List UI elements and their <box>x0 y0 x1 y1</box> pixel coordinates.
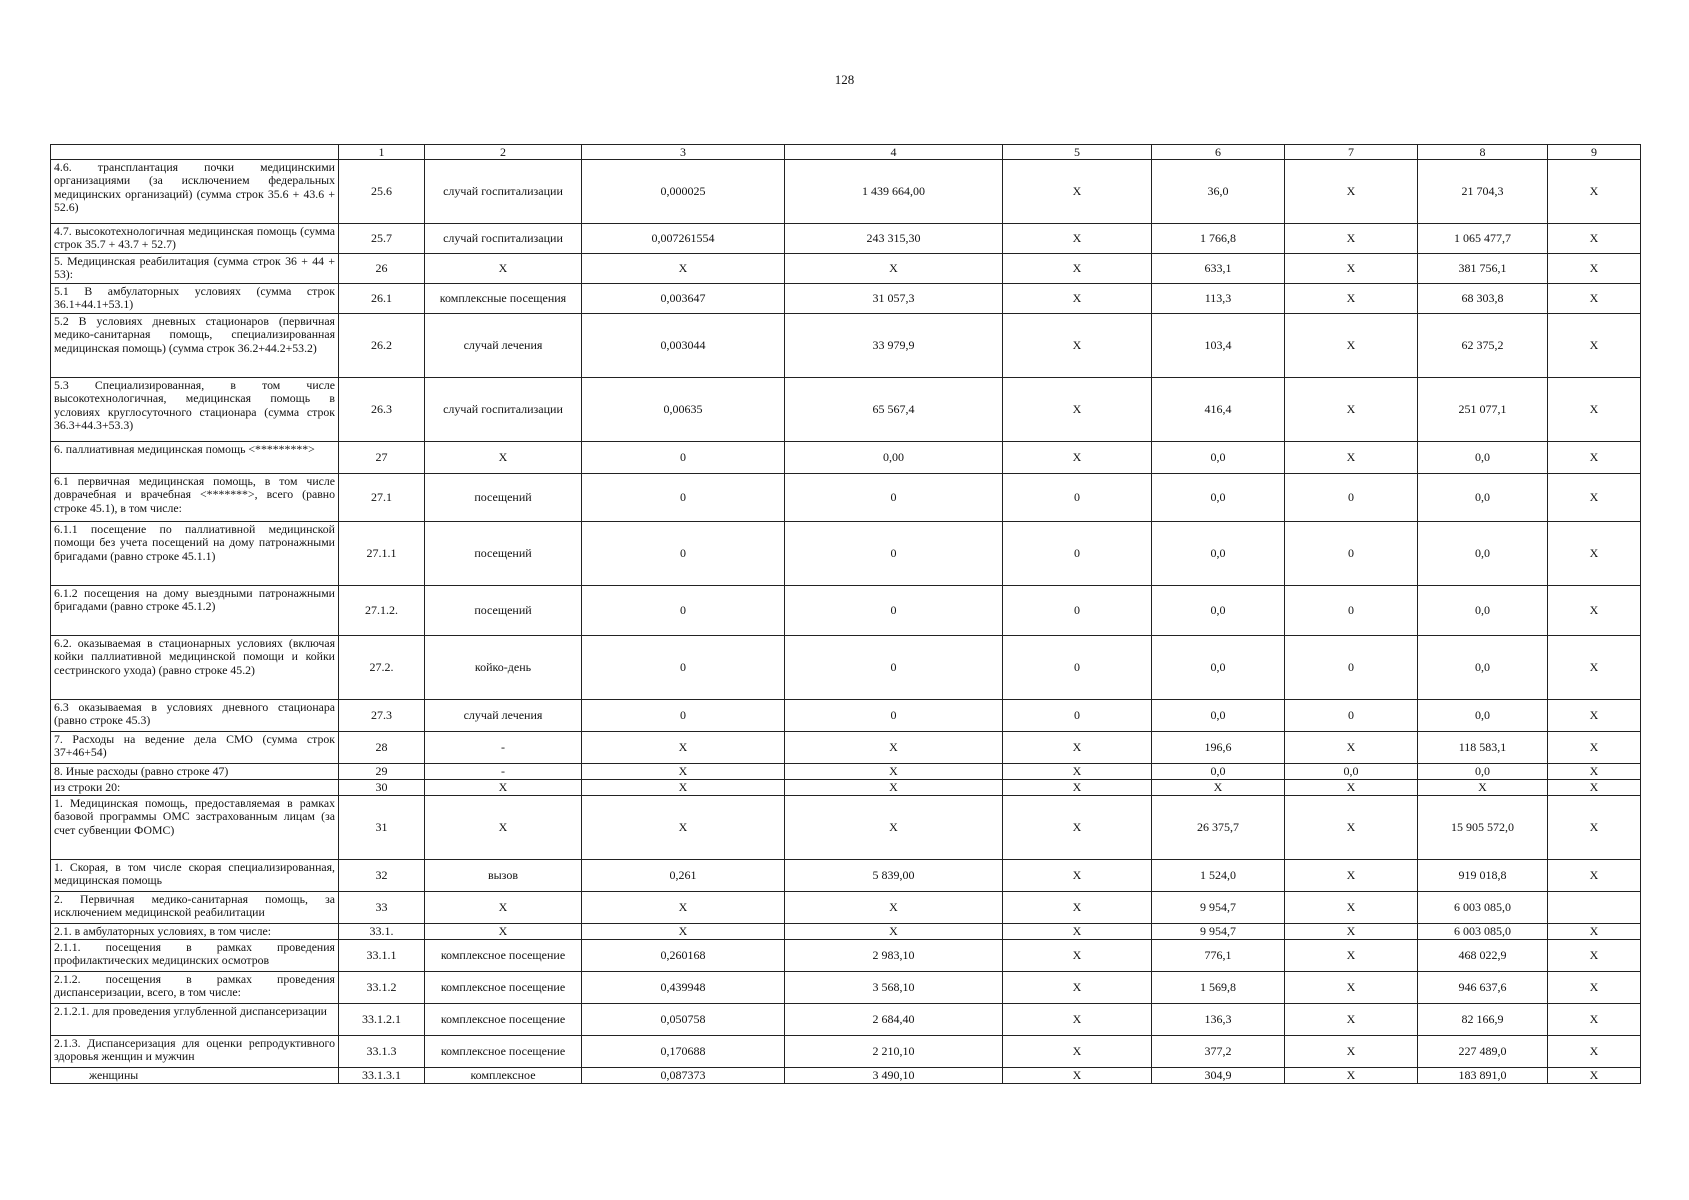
percent-cell: X <box>1548 254 1641 284</box>
percent-cell: X <box>1548 474 1641 522</box>
header-cell: 6 <box>1152 145 1285 160</box>
unit-cell: комплексное посещение <box>425 940 582 972</box>
unit-cell: комплексное <box>425 1068 582 1084</box>
total-budget-cell: 0 <box>1285 586 1418 636</box>
unit-cell: койко-день <box>425 636 582 700</box>
per-capita-budget-cell: X <box>1003 860 1152 892</box>
unit-cell: X <box>425 442 582 474</box>
per-capita-budget-cell: X <box>1003 314 1152 378</box>
standard-cost-cell: 3 568,10 <box>785 972 1003 1004</box>
per-capita-oms-cell: 103,4 <box>1152 314 1285 378</box>
standard-volume-cell: 0,439948 <box>582 972 785 1004</box>
header-cell: 4 <box>785 145 1003 160</box>
unit-cell: случай госпитализации <box>425 160 582 224</box>
total-oms-cell: 0,0 <box>1418 764 1548 780</box>
unit-cell: X <box>425 796 582 860</box>
total-budget-cell: X <box>1285 940 1418 972</box>
total-oms-cell: 946 637,6 <box>1418 972 1548 1004</box>
percent-cell: X <box>1548 780 1641 796</box>
row-code-cell: 30 <box>339 780 425 796</box>
unit-cell: - <box>425 732 582 764</box>
row-description-cell: 4.6. трансплантация почки медицинскими организациями (за исключением федеральных медицинских организаций) (сумма строк 35.6 + 43.6 + 52.6) <box>51 160 339 224</box>
standard-cost-cell: 243 315,30 <box>785 224 1003 254</box>
row-description-cell: 6.1.1 посещение по паллиативной медицинской помощи без учета посещений на дому патронажными бригадами (равно строке 45.1.1) <box>51 522 339 586</box>
percent-cell: X <box>1548 522 1641 586</box>
percent-cell: X <box>1548 732 1641 764</box>
row-code-cell: 26.2 <box>339 314 425 378</box>
header-cell: 8 <box>1418 145 1548 160</box>
unit-cell: комплексные посещения <box>425 284 582 314</box>
row-code-cell: 33.1.1 <box>339 940 425 972</box>
per-capita-oms-cell: 1 524,0 <box>1152 860 1285 892</box>
per-capita-oms-cell: 1 766,8 <box>1152 224 1285 254</box>
unit-cell: - <box>425 764 582 780</box>
standard-cost-cell: 2 983,10 <box>785 940 1003 972</box>
row-code-cell: 29 <box>339 764 425 780</box>
total-oms-cell: 468 022,9 <box>1418 940 1548 972</box>
unit-cell: X <box>425 924 582 940</box>
total-oms-cell: 62 375,2 <box>1418 314 1548 378</box>
total-budget-cell: X <box>1285 796 1418 860</box>
budget-table <box>50 144 1641 1084</box>
total-budget-cell: X <box>1285 1068 1418 1084</box>
total-budget-cell: 0 <box>1285 474 1418 522</box>
percent-cell: X <box>1548 972 1641 1004</box>
per-capita-oms-cell: 36,0 <box>1152 160 1285 224</box>
unit-cell: комплексное посещение <box>425 1004 582 1036</box>
row-code-cell: 33.1.2 <box>339 972 425 1004</box>
row-description-cell: женщины <box>51 1068 339 1084</box>
percent-cell: X <box>1548 940 1641 972</box>
per-capita-budget-cell: X <box>1003 1004 1152 1036</box>
page-number: 128 <box>834 72 855 87</box>
per-capita-budget-cell: X <box>1003 254 1152 284</box>
standard-cost-cell: X <box>785 254 1003 284</box>
percent-cell: X <box>1548 764 1641 780</box>
row-description-cell: 5.2 В условиях дневных стационаров (первичная медико-санитарная помощь, специализированная медицинская помощь) (сумма строк 36.2+44.2+53.2) <box>51 314 339 378</box>
unit-cell: X <box>425 780 582 796</box>
standard-volume-cell: 0 <box>582 700 785 732</box>
row-description-cell: 6.1.2 посещения на дому выездными патронажными бригадами (равно строке 45.1.2) <box>51 586 339 636</box>
row-code-cell: 26.1 <box>339 284 425 314</box>
total-oms-cell: 6 003 085,0 <box>1418 892 1548 924</box>
per-capita-oms-cell: 9 954,7 <box>1152 924 1285 940</box>
table-row <box>51 636 1641 700</box>
percent-cell: X <box>1548 796 1641 860</box>
percent-cell: X <box>1548 924 1641 940</box>
row-description-cell: 6.3 оказываемая в условиях дневного стационара (равно строке 45.3) <box>51 700 339 732</box>
row-code-cell: 33.1.3.1 <box>339 1068 425 1084</box>
header-cell <box>51 145 339 160</box>
unit-cell: вызов <box>425 860 582 892</box>
row-code-cell: 27.1.2. <box>339 586 425 636</box>
total-oms-cell: 251 077,1 <box>1418 378 1548 442</box>
per-capita-budget-cell: 0 <box>1003 636 1152 700</box>
unit-cell: случай госпитализации <box>425 378 582 442</box>
standard-volume-cell: 0,087373 <box>582 1068 785 1084</box>
row-description-cell: 2.1.3. Диспансеризация для оценки репродуктивного здоровья женщин и мужчин <box>51 1036 339 1068</box>
total-oms-cell: 0,0 <box>1418 522 1548 586</box>
per-capita-oms-cell: 304,9 <box>1152 1068 1285 1084</box>
unit-cell: посещений <box>425 586 582 636</box>
standard-cost-cell: X <box>785 764 1003 780</box>
total-budget-cell: X <box>1285 1004 1418 1036</box>
percent-cell: X <box>1548 224 1641 254</box>
unit-cell: комплексное посещение <box>425 1036 582 1068</box>
row-description-cell: 5. Медицинская реабилитация (сумма строк 36 + 44 + 53): <box>51 254 339 284</box>
row-description-cell: 2.1.1. посещения в рамках проведения профилактических медицинских осмотров <box>51 940 339 972</box>
row-description-cell: 2.1. в амбулаторных условиях, в том числе: <box>51 924 339 940</box>
per-capita-oms-cell: X <box>1152 780 1285 796</box>
per-capita-budget-cell: X <box>1003 940 1152 972</box>
unit-cell: случай лечения <box>425 314 582 378</box>
per-capita-budget-cell: 0 <box>1003 586 1152 636</box>
standard-volume-cell: 0,170688 <box>582 1036 785 1068</box>
table-row <box>51 1068 1641 1084</box>
table-body <box>51 145 1641 1084</box>
standard-volume-cell: X <box>582 732 785 764</box>
table-row <box>51 1004 1641 1036</box>
standard-cost-cell: X <box>785 732 1003 764</box>
table-row <box>51 586 1641 636</box>
per-capita-oms-cell: 416,4 <box>1152 378 1285 442</box>
standard-cost-cell: 0 <box>785 636 1003 700</box>
table-row <box>51 284 1641 314</box>
total-oms-cell: 0,0 <box>1418 636 1548 700</box>
row-description-cell: 8. Иные расходы (равно строке 47) <box>51 764 339 780</box>
standard-volume-cell: 0,003044 <box>582 314 785 378</box>
standard-cost-cell: X <box>785 924 1003 940</box>
per-capita-oms-cell: 1 569,8 <box>1152 972 1285 1004</box>
unit-cell: посещений <box>425 522 582 586</box>
total-budget-cell: X <box>1285 160 1418 224</box>
row-description-cell: 1. Скорая, в том числе скорая специализированная, медицинская помощь <box>51 860 339 892</box>
table-row <box>51 732 1641 764</box>
per-capita-budget-cell: X <box>1003 224 1152 254</box>
row-description-cell: 2. Первичная медико-санитарная помощь, за исключением медицинской реабилитации <box>51 892 339 924</box>
row-description-cell: 5.1 В амбулаторных условиях (сумма строк 36.1+44.1+53.1) <box>51 284 339 314</box>
standard-volume-cell: 0,00635 <box>582 378 785 442</box>
standard-cost-cell: 0 <box>785 522 1003 586</box>
per-capita-oms-cell: 0,0 <box>1152 474 1285 522</box>
table-row <box>51 700 1641 732</box>
standard-volume-cell: X <box>582 796 785 860</box>
header-cell: 3 <box>582 145 785 160</box>
percent-cell: X <box>1548 860 1641 892</box>
per-capita-budget-cell: X <box>1003 442 1152 474</box>
standard-cost-cell: 5 839,00 <box>785 860 1003 892</box>
total-budget-cell: X <box>1285 732 1418 764</box>
row-description-cell: 4.7. высокотехнологичная медицинская помощь (сумма строк 35.7 + 43.7 + 52.7) <box>51 224 339 254</box>
standard-cost-cell: 33 979,9 <box>785 314 1003 378</box>
row-code-cell: 27.2. <box>339 636 425 700</box>
standard-volume-cell: 0,261 <box>582 860 785 892</box>
row-code-cell: 25.7 <box>339 224 425 254</box>
total-budget-cell: X <box>1285 284 1418 314</box>
standard-volume-cell: X <box>582 764 785 780</box>
total-budget-cell: X <box>1285 442 1418 474</box>
header-cell: 9 <box>1548 145 1641 160</box>
standard-cost-cell: 3 490,10 <box>785 1068 1003 1084</box>
standard-cost-cell: 2 210,10 <box>785 1036 1003 1068</box>
row-code-cell: 28 <box>339 732 425 764</box>
unit-cell: X <box>425 892 582 924</box>
row-description-cell: 7. Расходы на ведение дела СМО (сумма строк 37+46+54) <box>51 732 339 764</box>
header-cell: 7 <box>1285 145 1418 160</box>
per-capita-oms-cell: 633,1 <box>1152 254 1285 284</box>
per-capita-budget-cell: X <box>1003 284 1152 314</box>
per-capita-budget-cell: 0 <box>1003 522 1152 586</box>
per-capita-budget-cell: X <box>1003 1068 1152 1084</box>
total-budget-cell: X <box>1285 314 1418 378</box>
row-code-cell: 27.1.1 <box>339 522 425 586</box>
unit-cell: посещений <box>425 474 582 522</box>
standard-cost-cell: 65 567,4 <box>785 378 1003 442</box>
per-capita-budget-cell: X <box>1003 160 1152 224</box>
table-row <box>51 314 1641 378</box>
standard-volume-cell: 0,050758 <box>582 1004 785 1036</box>
total-budget-cell: X <box>1285 924 1418 940</box>
percent-cell: X <box>1548 700 1641 732</box>
row-description-cell: 1. Медицинская помощь, предоставляемая в рамках базовой программы ОМС застрахованным лицам (за счет субвенции ФОМС) <box>51 796 339 860</box>
per-capita-oms-cell: 0,0 <box>1152 700 1285 732</box>
total-oms-cell: 919 018,8 <box>1418 860 1548 892</box>
percent-cell: X <box>1548 636 1641 700</box>
unit-cell: комплексное посещение <box>425 972 582 1004</box>
per-capita-oms-cell: 0,0 <box>1152 442 1285 474</box>
standard-volume-cell: 0,000025 <box>582 160 785 224</box>
row-description-cell: из строки 20: <box>51 780 339 796</box>
total-budget-cell: X <box>1285 378 1418 442</box>
total-oms-cell: 183 891,0 <box>1418 1068 1548 1084</box>
total-oms-cell: 15 905 572,0 <box>1418 796 1548 860</box>
per-capita-oms-cell: 0,0 <box>1152 586 1285 636</box>
standard-volume-cell: 0 <box>582 586 785 636</box>
total-oms-cell: 0,0 <box>1418 586 1548 636</box>
standard-volume-cell: 0 <box>582 474 785 522</box>
unit-cell: X <box>425 254 582 284</box>
table-row <box>51 254 1641 284</box>
total-budget-cell: X <box>1285 860 1418 892</box>
total-oms-cell: 0,0 <box>1418 442 1548 474</box>
table-row <box>51 764 1641 780</box>
table-row <box>51 160 1641 224</box>
standard-volume-cell: X <box>582 254 785 284</box>
total-budget-cell: 0 <box>1285 522 1418 586</box>
row-code-cell: 33.1.3 <box>339 1036 425 1068</box>
standard-cost-cell: 0 <box>785 586 1003 636</box>
row-description-cell: 6.1 первичная медицинская помощь, в том числе доврачебная и врачебная <*******>, всего (равно строке 45.1), в том числе: <box>51 474 339 522</box>
per-capita-budget-cell: X <box>1003 780 1152 796</box>
total-oms-cell: 68 303,8 <box>1418 284 1548 314</box>
table-row <box>51 1036 1641 1068</box>
total-oms-cell: 0,0 <box>1418 474 1548 522</box>
standard-volume-cell: 0,003647 <box>582 284 785 314</box>
total-oms-cell: 227 489,0 <box>1418 1036 1548 1068</box>
row-description-cell: 6. паллиативная медицинская помощь <*********> <box>51 442 339 474</box>
per-capita-budget-cell: X <box>1003 972 1152 1004</box>
per-capita-budget-cell: X <box>1003 892 1152 924</box>
standard-cost-cell: X <box>785 796 1003 860</box>
per-capita-budget-cell: X <box>1003 732 1152 764</box>
unit-cell: случай госпитализации <box>425 224 582 254</box>
row-description-cell: 6.2. оказываемая в стационарных условиях (включая койки паллиативной медицинской помощи и койки сестринского ухода) (равно строке 45.2) <box>51 636 339 700</box>
standard-volume-cell: X <box>582 892 785 924</box>
standard-volume-cell: 0,260168 <box>582 940 785 972</box>
standard-cost-cell: 1 439 664,00 <box>785 160 1003 224</box>
per-capita-oms-cell: 0,0 <box>1152 522 1285 586</box>
per-capita-oms-cell: 0,0 <box>1152 764 1285 780</box>
standard-cost-cell: X <box>785 892 1003 924</box>
row-code-cell: 33.1.2.1 <box>339 1004 425 1036</box>
per-capita-oms-cell: 196,6 <box>1152 732 1285 764</box>
row-code-cell: 33.1. <box>339 924 425 940</box>
row-description-cell: 2.1.2.1. для проведения углубленной диспансеризации <box>51 1004 339 1036</box>
percent-cell: X <box>1548 284 1641 314</box>
row-description-cell: 2.1.2. посещения в рамках проведения диспансеризации, всего, в том числе: <box>51 972 339 1004</box>
table-row <box>51 522 1641 586</box>
table-row <box>51 796 1641 860</box>
total-budget-cell: X <box>1285 972 1418 1004</box>
standard-cost-cell: 2 684,40 <box>785 1004 1003 1036</box>
standard-volume-cell: X <box>582 924 785 940</box>
table-row <box>51 442 1641 474</box>
header-row <box>51 145 1641 160</box>
standard-volume-cell: 0 <box>582 442 785 474</box>
total-oms-cell: 0,0 <box>1418 700 1548 732</box>
percent-cell: X <box>1548 314 1641 378</box>
per-capita-oms-cell: 776,1 <box>1152 940 1285 972</box>
row-code-cell: 33 <box>339 892 425 924</box>
per-capita-budget-cell: 0 <box>1003 474 1152 522</box>
unit-cell: случай лечения <box>425 700 582 732</box>
header-cell: 2 <box>425 145 582 160</box>
table-row <box>51 892 1641 924</box>
total-budget-cell: X <box>1285 1036 1418 1068</box>
per-capita-budget-cell: X <box>1003 1036 1152 1068</box>
row-code-cell: 26.3 <box>339 378 425 442</box>
row-code-cell: 25.6 <box>339 160 425 224</box>
per-capita-oms-cell: 9 954,7 <box>1152 892 1285 924</box>
row-description-cell: 5.3 Специализированная, в том числе высокотехнологичная, медицинская помощь в условиях круглосуточного стационара (сумма строк 36.3+44.3+53.3) <box>51 378 339 442</box>
per-capita-budget-cell: 0 <box>1003 700 1152 732</box>
row-code-cell: 26 <box>339 254 425 284</box>
percent-cell: X <box>1548 1036 1641 1068</box>
percent-cell: X <box>1548 586 1641 636</box>
table-row <box>51 940 1641 972</box>
percent-cell: X <box>1548 160 1641 224</box>
header-cell: 1 <box>339 145 425 160</box>
table-row <box>51 860 1641 892</box>
total-oms-cell: 82 166,9 <box>1418 1004 1548 1036</box>
percent-cell: X <box>1548 1068 1641 1084</box>
total-budget-cell: X <box>1285 892 1418 924</box>
standard-volume-cell: 0 <box>582 636 785 700</box>
table-row <box>51 378 1641 442</box>
standard-volume-cell: X <box>582 780 785 796</box>
percent-cell: X <box>1548 1004 1641 1036</box>
standard-volume-cell: 0,007261554 <box>582 224 785 254</box>
standard-cost-cell: 0 <box>785 700 1003 732</box>
total-oms-cell: 21 704,3 <box>1418 160 1548 224</box>
per-capita-oms-cell: 377,2 <box>1152 1036 1285 1068</box>
total-budget-cell: 0,0 <box>1285 764 1418 780</box>
table-row <box>51 972 1641 1004</box>
header-cell: 5 <box>1003 145 1152 160</box>
table-row <box>51 224 1641 254</box>
per-capita-oms-cell: 136,3 <box>1152 1004 1285 1036</box>
total-budget-cell: 0 <box>1285 636 1418 700</box>
total-oms-cell: X <box>1418 780 1548 796</box>
total-budget-cell: X <box>1285 780 1418 796</box>
total-oms-cell: 118 583,1 <box>1418 732 1548 764</box>
table-row <box>51 474 1641 522</box>
standard-cost-cell: 0 <box>785 474 1003 522</box>
row-code-cell: 27 <box>339 442 425 474</box>
standard-cost-cell: X <box>785 780 1003 796</box>
standard-volume-cell: 0 <box>582 522 785 586</box>
total-oms-cell: 381 756,1 <box>1418 254 1548 284</box>
row-code-cell: 32 <box>339 860 425 892</box>
per-capita-budget-cell: X <box>1003 378 1152 442</box>
percent-cell: X <box>1548 378 1641 442</box>
row-code-cell: 31 <box>339 796 425 860</box>
standard-cost-cell: 0,00 <box>785 442 1003 474</box>
row-code-cell: 27.1 <box>339 474 425 522</box>
total-budget-cell: X <box>1285 254 1418 284</box>
percent-cell: X <box>1548 442 1641 474</box>
total-oms-cell: 6 003 085,0 <box>1418 924 1548 940</box>
percent-cell <box>1548 892 1641 924</box>
row-code-cell: 27.3 <box>339 700 425 732</box>
per-capita-oms-cell: 113,3 <box>1152 284 1285 314</box>
per-capita-oms-cell: 26 375,7 <box>1152 796 1285 860</box>
table-row <box>51 780 1641 796</box>
per-capita-budget-cell: X <box>1003 796 1152 860</box>
total-budget-cell: X <box>1285 224 1418 254</box>
table-row <box>51 924 1641 940</box>
standard-cost-cell: 31 057,3 <box>785 284 1003 314</box>
per-capita-budget-cell: X <box>1003 924 1152 940</box>
total-oms-cell: 1 065 477,7 <box>1418 224 1548 254</box>
per-capita-budget-cell: X <box>1003 764 1152 780</box>
per-capita-oms-cell: 0,0 <box>1152 636 1285 700</box>
total-budget-cell: 0 <box>1285 700 1418 732</box>
